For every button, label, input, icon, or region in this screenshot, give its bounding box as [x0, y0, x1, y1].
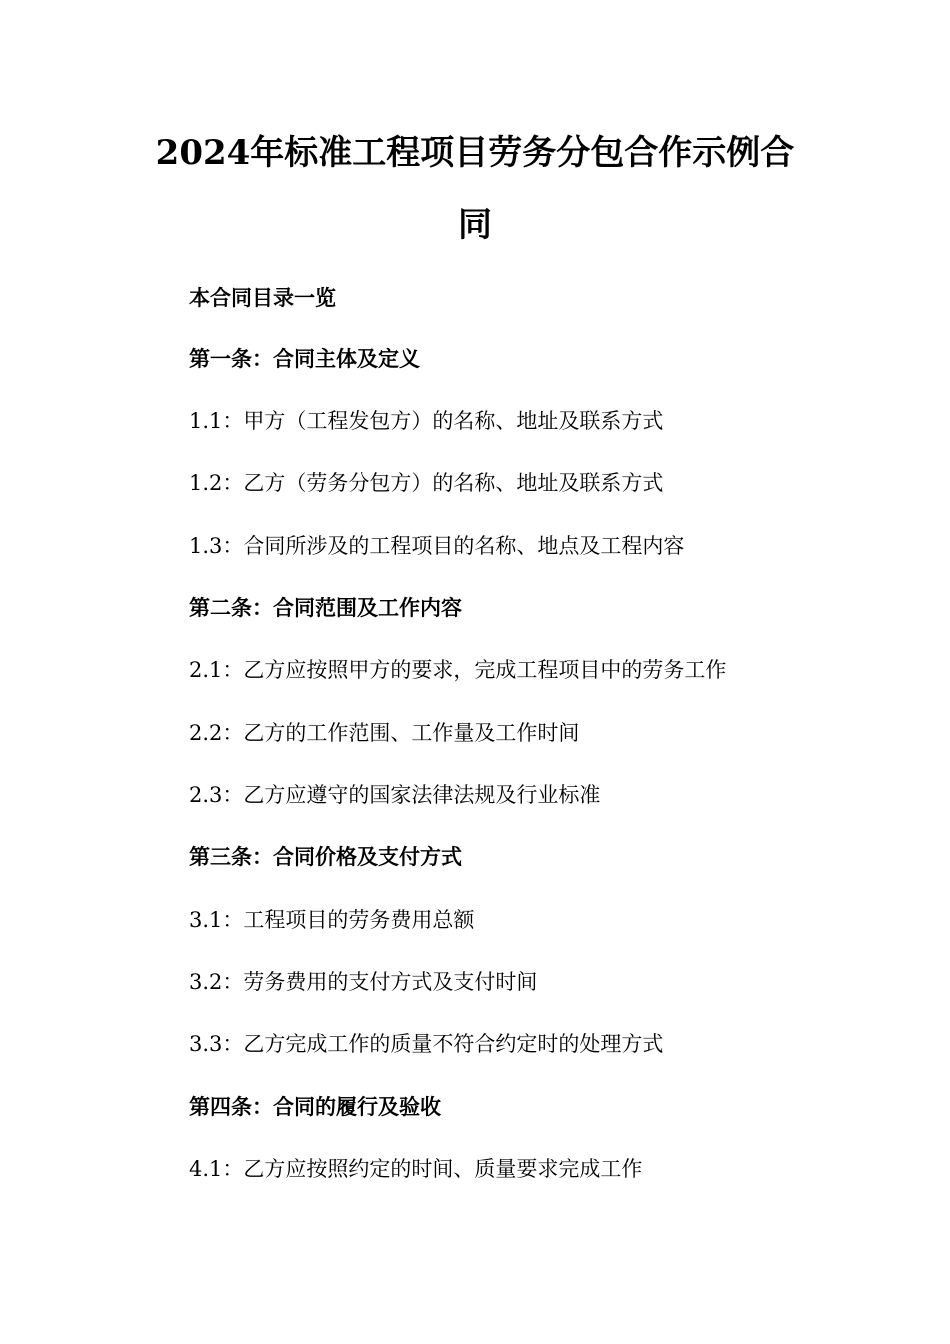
section-1-item-2: 1.2：乙方（劳务分包方）的名称、地址及联系方式 [189, 471, 664, 495]
section-3-item-1: 3.1：工程项目的劳务费用总额 [189, 908, 475, 932]
section-1-item-3: 1.3：合同所涉及的工程项目的名称、地点及工程内容 [189, 534, 685, 558]
section-3-item-2: 3.2：劳务费用的支付方式及支付时间 [189, 970, 538, 994]
section-4-item-1: 4.1：乙方应按照约定的时间、质量要求完成工作 [189, 1157, 643, 1181]
toc-heading: 本合同目录一览 [189, 286, 336, 310]
section-1-item-1: 1.1：甲方（工程发包方）的名称、地址及联系方式 [189, 409, 664, 433]
section-2-item-1: 2.1：乙方应按照甲方的要求，完成工程项目中的劳务工作 [189, 658, 727, 682]
section-4-heading: 第四条：合同的履行及验收 [189, 1095, 441, 1119]
section-2-item-3: 2.3：乙方应遵守的国家法律法规及行业标准 [189, 783, 601, 807]
document-title-line-2: 同 [458, 205, 492, 245]
section-3-heading: 第三条：合同价格及支付方式 [189, 845, 462, 869]
section-3-item-3: 3.3：乙方完成工作的质量不符合约定时的处理方式 [189, 1032, 664, 1056]
section-1-heading: 第一条：合同主体及定义 [189, 347, 420, 371]
document-title-line-1: 2024年标准工程项目劳务分包合作示例合 [155, 133, 795, 173]
section-2-heading: 第二条：合同范围及工作内容 [189, 596, 462, 620]
section-2-item-2: 2.2：乙方的工作范围、工作量及工作时间 [189, 721, 580, 745]
